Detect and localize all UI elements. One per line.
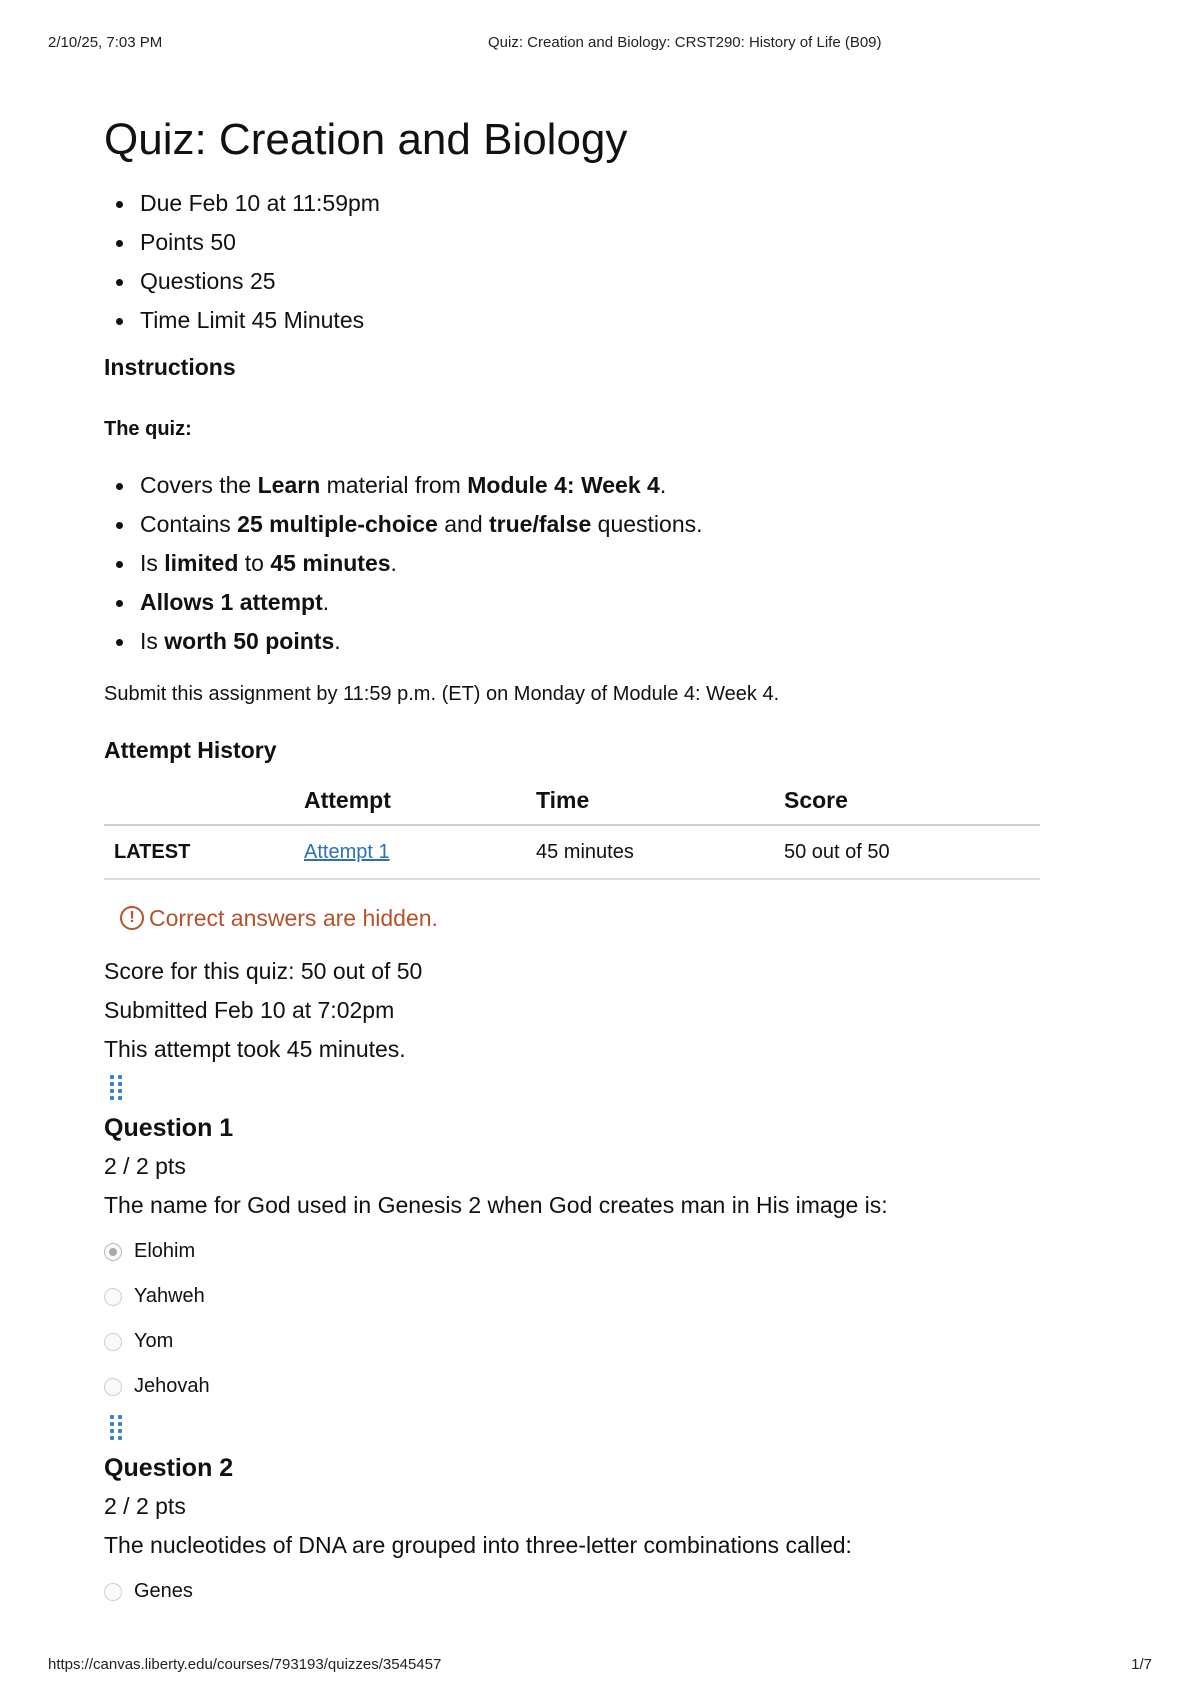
answer-label: Elohim [134,1240,196,1262]
radio-button[interactable] [104,1583,122,1601]
column-header-score: Score [784,777,1040,825]
page-number: 1/7 [1131,1656,1152,1673]
page-title: Quiz: Creation and Biology [104,115,628,164]
question-points: 2 / 2 pts [104,1153,186,1179]
question-count: Questions 25 [104,262,1044,301]
question-title: Question 1 [104,1114,234,1142]
question-2 [104,1449,1044,1614]
table-header-row [104,777,1040,825]
print-footer [48,1656,1152,1676]
instructions-list [104,466,1044,661]
quiz-subheading: The quiz: [104,418,192,440]
page-url: https://canvas.liberty.edu/courses/793193/quizzes/3545457 [48,1656,442,1673]
answer-options [104,1229,1044,1409]
submitted-time: Submitted Feb 10 at 7:02pm [104,997,395,1023]
answer-option[interactable] [104,1274,1044,1319]
print-header [48,34,1152,54]
drag-handle-icon[interactable] [110,1415,130,1443]
question-text: The nucleotides of DNA are grouped into three-letter combinations called: [104,1532,852,1558]
answer-label: Genes [134,1580,193,1602]
instruction-item: Allows 1 attempt. [104,583,1044,622]
question-points: 2 / 2 pts [104,1493,186,1519]
attempt-link[interactable]: Attempt 1 [304,840,390,863]
column-header-label [104,777,304,825]
attempt-summary [104,952,1044,1069]
instruction-item: Covers the Learn material from Module 4: Week 4. [104,466,1044,505]
radio-button[interactable] [104,1288,122,1306]
attempt-history-heading: Attempt History [104,737,277,763]
answer-label: Yahweh [134,1285,205,1307]
time-limit: Time Limit 45 Minutes [104,301,1044,340]
points-total: Points 50 [104,223,1044,262]
warning-circle-icon: ! [120,906,144,930]
answer-option[interactable] [104,1364,1044,1409]
quiz-content [104,112,1044,1614]
answers-hidden-notice [120,900,1044,936]
print-date: 2/10/25, 7:03 PM [48,34,163,51]
instruction-item: Contains 25 multiple-choice and true/false questions. [104,505,1044,544]
latest-label: LATEST [104,825,304,879]
notice-text: Correct answers are hidden. [149,905,438,931]
table-row [104,825,1040,879]
submit-deadline-note: Submit this assignment by 11:59 p.m. (ET) on Monday of Module 4: Week 4. [104,683,780,705]
instructions-heading: Instructions [104,354,236,380]
answer-option[interactable] [104,1319,1044,1364]
due-date: Due Feb 10 at 11:59pm [104,184,1044,223]
attempt-history-table [104,777,1040,880]
radio-button[interactable] [104,1378,122,1396]
print-document-title: Quiz: Creation and Biology: CRST290: History of Life (B09) [488,34,882,51]
attempt-time: 45 minutes [536,825,784,879]
radio-button[interactable] [104,1333,122,1351]
radio-button[interactable] [104,1243,122,1261]
drag-handle-icon[interactable] [110,1075,130,1103]
attempt-duration: This attempt took 45 minutes. [104,1036,406,1062]
quiz-score: Score for this quiz: 50 out of 50 [104,958,423,984]
instruction-item: Is limited to 45 minutes. [104,544,1044,583]
answer-options [104,1569,1044,1614]
answer-label: Yom [134,1330,174,1352]
question-text: The name for God used in Genesis 2 when God creates man in His image is: [104,1192,888,1218]
instruction-item: Is worth 50 points. [104,622,1044,661]
answer-option[interactable] [104,1569,1044,1614]
question-1 [104,1109,1044,1409]
quiz-meta-list [104,184,1044,340]
attempt-score: 50 out of 50 [784,825,1040,879]
answer-option[interactable] [104,1229,1044,1274]
answer-label: Jehovah [134,1375,210,1397]
question-title: Question 2 [104,1454,234,1482]
column-header-time: Time [536,777,784,825]
column-header-attempt: Attempt [304,777,536,825]
